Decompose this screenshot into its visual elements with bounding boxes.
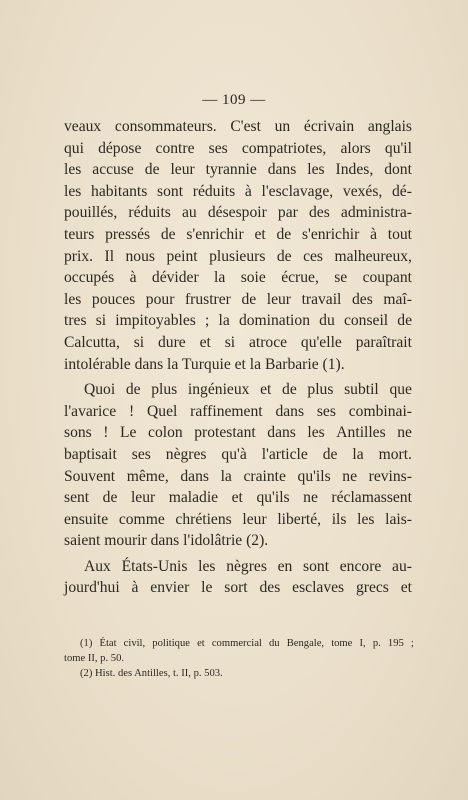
footnote-line: tome II, p. 50.: [64, 653, 125, 664]
text-line: tres si impitoyables ; la domination du conseil de: [64, 312, 412, 330]
text-line: les pouces pour frustrer de leur travail des maî-: [64, 290, 412, 308]
text-line: les habitants sont réduits à l'esclavage, vexés, dé-: [64, 182, 412, 200]
text-line: baptisait ses nègres qu'à l'article de la mort.: [64, 445, 412, 463]
footnote-line: (1) État civil, politique et commercial du Bengale, tome I, p. 195 ;: [80, 638, 414, 649]
footnotes: [64, 636, 414, 681]
text-line: Aux États-Unis les nègres en sont encore au-: [84, 557, 412, 575]
text-line: veaux consommateurs. C'est un écrivain anglais: [64, 118, 412, 135]
text-line: occupés à dévider la soie écrue, se coupant: [64, 269, 412, 287]
text-line: teurs pressés de s'enrichir et de s'enrichir à tout: [64, 225, 412, 243]
text-line: ensuite comme chrétiens leur liberté, ils les lais-: [64, 510, 412, 528]
footnote-1: [64, 636, 414, 666]
paragraph-3: [64, 556, 412, 599]
body-text: [64, 116, 412, 599]
page-number: — 109 —: [202, 92, 266, 108]
text-line: l'avarice ! Quel raffinement dans ses combinai-: [64, 402, 412, 420]
text-line: jourd'hui à envier le sort des esclaves grecs et: [64, 579, 412, 597]
text-line: saient mourir dans l'idolâtrie (2).: [64, 532, 269, 550]
text-line: Calcutta, si dure et si atroce qu'elle paraîtrait: [64, 333, 412, 351]
text-line: intolérable dans la Turquie et la Barbarie (1).: [64, 355, 345, 373]
footnote-line: (2) Hist. des Antilles, t. II, p. 503.: [80, 668, 223, 679]
paragraph-1: [64, 116, 412, 375]
text-line: sent de leur maladie et qu'ils ne réclamassent: [64, 489, 412, 507]
text-line: Quoi de plus ingénieux et de plus subtil que: [84, 381, 412, 399]
text-line: prix. Il nous peint plusieurs de ces malheureux,: [64, 247, 412, 265]
text-line: sons ! Le colon protestant dans les Antilles ne: [64, 424, 412, 442]
text-line: qui dépose contre ses compatriotes, alors qu'il: [64, 139, 412, 157]
text-line: Souvent même, dans la crainte qu'ils ne revins-: [64, 467, 412, 485]
paragraph-2: [64, 379, 412, 552]
text-line: les accuse de leur tyrannie dans les Indes, dont: [64, 161, 412, 179]
footnote-2: [64, 666, 414, 681]
text-line: pouillés, réduits au désespoir par des administra-: [64, 204, 412, 222]
